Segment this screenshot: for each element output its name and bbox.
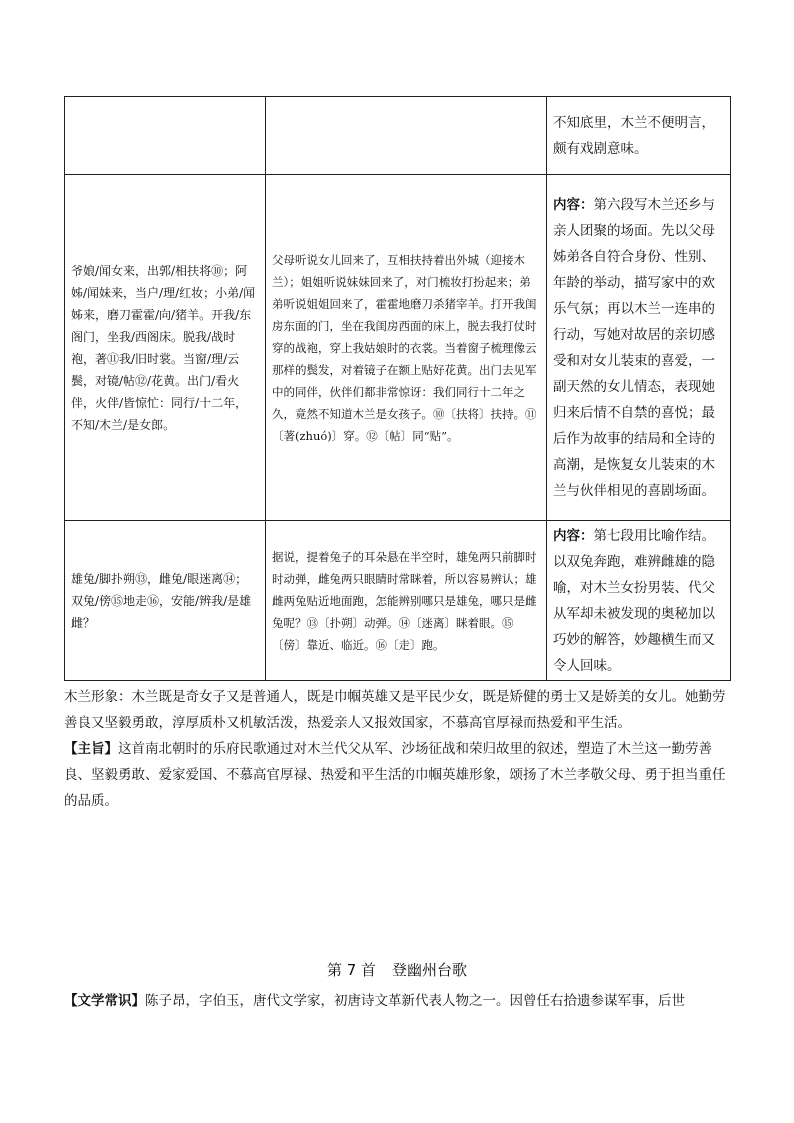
mulan-image-paragraph: 木兰形象：木兰既是奇女子又是普通人，既是巾帼英雄又是平民少女，既是矫健的勇士又是娇美的女儿。她勤劳善良又坚毅勇敢，淳厚质朴又机敏活泼，热爱亲人又报效国家，不慕高官厚禄而热爱和平生活。 bbox=[64, 689, 726, 731]
original-text-cell: 爷娘/闻女来，出郭/相扶将⑩；阿姊/闻妹来，当户/理/红妆；小弟/闻姊来，磨刀霍霍/向/猪羊。开我/东阁门，坐我/西阁床。脱我/战时袍，著⑪我/旧时裳。当窗/理/云鬓，对镜/帖⑫/花黄。出门/看火伴，火伴/皆惊忙：同行/十二年，不知/木兰/是女郎。 bbox=[65, 175, 266, 521]
literary-text: 陈子昂，字伯玉，唐代文学家，初唐诗文革新代表人物之一。因曾任右拾遗参谋军事，后世 bbox=[145, 993, 685, 1009]
analysis-cell bbox=[547, 97, 731, 175]
theme-label: 【主旨】 bbox=[64, 741, 118, 757]
analysis-cell bbox=[547, 521, 731, 681]
table-row bbox=[65, 175, 731, 521]
theme-text: 这首南北朝时的乐府民歌通过对木兰代父从军、沙场征战和荣归故里的叙述，塑造了木兰这一勤劳善良、坚毅勇敢、爱家爱国、不慕高官厚禄、热爱和平生活的巾帼英雄形象，颂扬了木兰孝敬父母、勇于担当重任的品质。 bbox=[64, 741, 726, 809]
table-row bbox=[65, 97, 731, 175]
analysis-label: 内容： bbox=[553, 196, 594, 213]
table-row bbox=[65, 521, 731, 681]
poem-analysis-table bbox=[64, 96, 731, 681]
analysis-text: 不知底里，木兰不便明言，颇有戏剧意味。 bbox=[553, 114, 715, 157]
analysis-cell bbox=[547, 175, 731, 521]
analysis-text: 第七段用比喻作结。以双兔奔跑，难辨雌雄的隐喻，对木兰女扮男装、代父从军却未被发现的奥秘加以巧妙的解答，妙趣横生而又令人回味。 bbox=[553, 527, 715, 674]
analysis-label: 内容： bbox=[553, 527, 594, 544]
literary-label: 【文学常识】 bbox=[64, 993, 145, 1009]
analysis-text: 第六段写木兰还乡与亲人团聚的场面。先以父母姊弟各自符合身份、性别、年龄的举动，描写家中的欢乐气氛；再以木兰一连串的行动，写她对故居的亲切感受和对女儿装束的喜爱，一副天然的女儿情态，表现她归来后情不自禁的喜悦；最后作为故事的结局和全诗的高潮，是恢复女儿装束的木兰与伙伴相见的喜剧场面。 bbox=[553, 196, 715, 499]
section-number: 第 7 首 bbox=[326, 961, 377, 979]
literary-knowledge-paragraph bbox=[64, 988, 734, 1014]
section-heading bbox=[0, 958, 794, 982]
translation-cell: 父母听说女儿回来了，互相扶持着出外城（迎接木兰）；姐姐听说妹妹回来了，对门梳妆打扮起来；弟弟听说姐姐回来了，霍霍地磨刀杀猪宰羊。打开我闺房东面的门，坐在我闺房西面的床上，脱去我打仗时穿的战袍，穿上我姑娘时的衣裳。当着窗子梳理像云那样的鬓发，对着镜子在额上贴好花黄。出门去见军中的同伴，伙伴们都非常惊讶：我们同行十二年之久，竟然不知道木兰是女孩子。⑩〔扶将〕扶持。⑪〔著(zhuó)〕穿。⑫〔帖〕同“贴”。 bbox=[266, 175, 547, 521]
translation-cell: 据说，提着兔子的耳朵悬在半空时，雄兔两只前脚时时动弹，雌兔两只眼睛时常眯着，所以容易辨认；雄雌两兔贴近地面跑，怎能辨别哪只是雄兔，哪只是雌兔呢？⑬〔扑朔〕动弹。⑭〔迷离〕眯着眼。⑮〔傍〕靠近、临近。⑯〔走〕跑。 bbox=[266, 521, 547, 681]
translation-cell bbox=[266, 97, 547, 175]
original-text-cell: 雄兔/脚扑朔⑬，雌兔/眼迷离⑭；双兔/傍⑮地走⑯，安能/辨我/是雄雌？ bbox=[65, 521, 266, 681]
section-title: 登幽州台歌 bbox=[392, 961, 468, 979]
theme-paragraph bbox=[64, 736, 734, 814]
original-text-cell bbox=[65, 97, 266, 175]
